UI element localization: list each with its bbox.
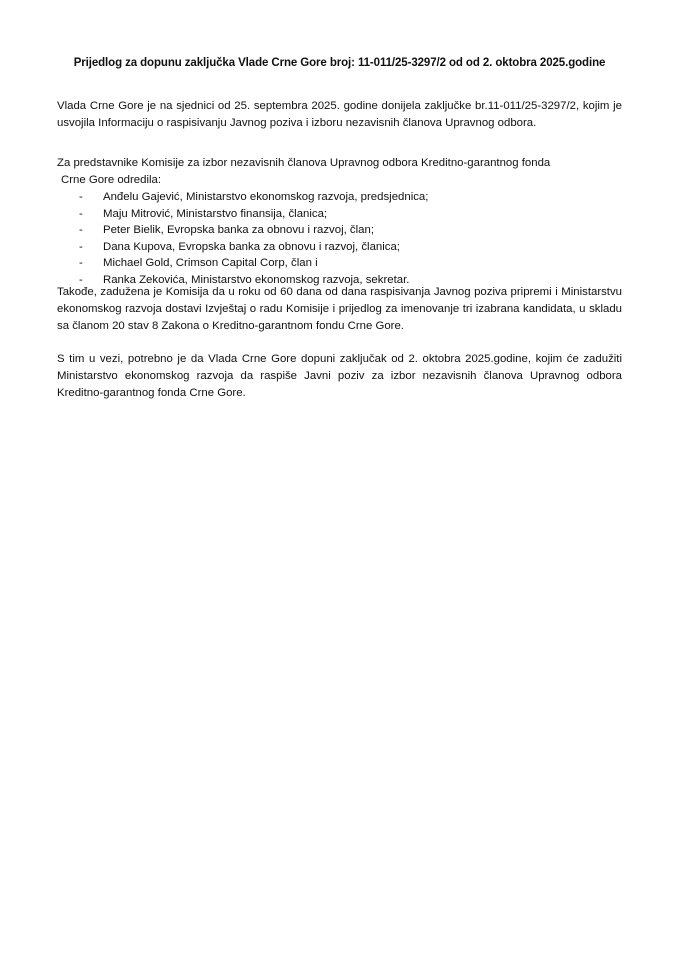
list-item <box>57 189 622 206</box>
member-text: Dana Kupova, Evropska banka za obnovu i razvoj, članica; <box>103 240 400 253</box>
member-text: Michael Gold, Crimson Capital Corp, član i <box>103 257 318 270</box>
list-dash: - <box>79 224 83 237</box>
list-item <box>57 222 622 239</box>
commission-intro-line-2: Crne Gore odredila: <box>61 174 162 186</box>
member-text: Anđelu Gajević, Ministarstvo ekonomskog razvoja, predsjednica; <box>103 191 429 203</box>
document-title: Prijedlog za dopunu zaključka Vlade Crne Gore broj: 11-011/25-3297/2 od od 2. oktobra 2025.godine <box>73 57 606 69</box>
paragraph-conclusion: S tim u vezi, potrebno je da Vlada Crne Gore dopuni zaključak od 2. oktobra 2025.godine, kojim će zadužiti Ministarstvo ekonomskog razvoja da raspiše Javni poziv za izbor nezavisnih članova Upravnog odbora Kreditno-garantnog fonda Crne Gore. <box>57 353 622 399</box>
list-dash: - <box>79 191 83 203</box>
list-dash: - <box>79 207 83 220</box>
list-item <box>57 255 622 272</box>
commission-intro-line-1: Za predstavnike Komisije za izbor nezavisnih članova Upravnog odbora Kreditno-garantnog fonda <box>57 157 551 169</box>
paragraph-commission-task: Takođe, zadužena je Komisija da u roku od 60 dana od dana raspisivanja Javnog poziva pripremi i Ministarstvu ekonomskog razvoja dostavi Izvještaj o radu Komisije i prijedlog za imenovanje tri izabrana kandidata, u skladu sa članom 20 stav 8 Zakona o Kreditno-garantnom fondu Crne Gore. <box>57 286 622 332</box>
member-text: Ranka Zekovića, Ministarstvo ekonomskog razvoja, sekretar. <box>103 273 410 286</box>
list-item <box>57 239 622 256</box>
paragraph-commission-intro <box>57 155 622 189</box>
member-text: Peter Bielik, Evropska banka za obnovu i razvoj, član; <box>103 224 374 237</box>
paragraph-intro: Vlada Crne Gore je na sjednici od 25. septembra 2025. godine donijela zaključke br.11-011/25-3297/2, kojim je usvojila Informaciju o raspisivanju Javnog poziva i izboru nezavisnih članova Upravnog odbora. <box>57 100 622 129</box>
list-dash: - <box>79 257 83 270</box>
list-dash: - <box>79 273 83 286</box>
member-text: Maju Mitrović, Ministarstvo finansija, članica; <box>103 207 328 220</box>
list-item <box>57 206 622 223</box>
commission-members-list <box>57 189 622 289</box>
list-dash: - <box>79 240 83 253</box>
